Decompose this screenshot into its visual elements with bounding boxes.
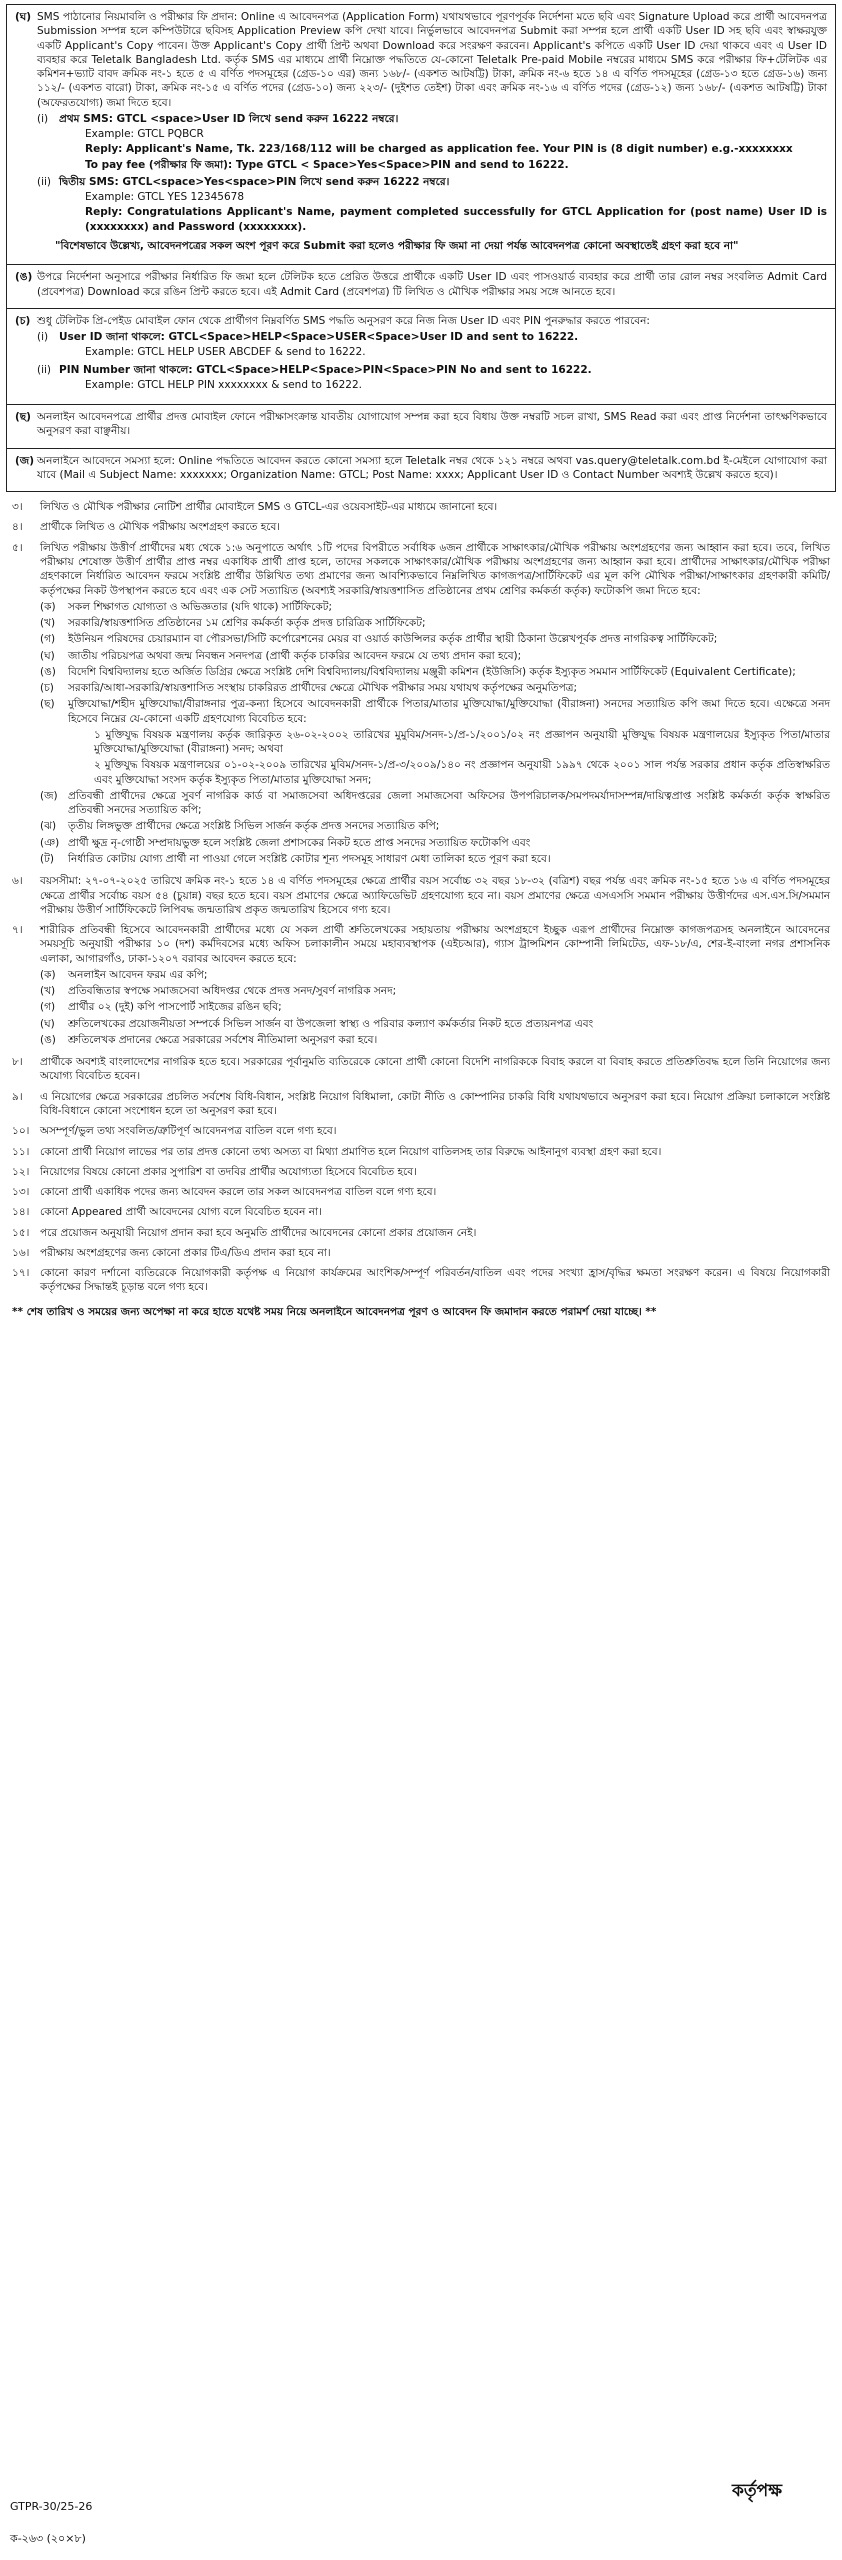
closing-advice: ** শেষ তারিখ ও সময়ের জন্য অপেক্ষা না করে হাতে যথেষ্ট সময় নিয়ে অনলাইনে আবেদনপত্র পূরণ ও আবেদন ফি জমাদান করতে পরামর্শ দেয়া যাচ্ছে। ** — [12, 1305, 657, 1318]
list-item: (জ) প্রতিবন্ধী প্রার্থীদের ক্ষেত্রে সুবর্ণ নাগরিক কার্ড বা সমাজসেবা অধিদপ্তরের জেলা সমাজসেবা অফিসের উপপরিচালক/সমপদমর্যাদাসম্পন্ন/দায়িত্বপ্রাপ্ত সংশ্লিষ্ট কর্মকর্তা কর্তৃক স্বাক্ষরিত প্রতিবন্ধী সনদের সত্যায়িত কপি; — [40, 789, 830, 817]
list-item: (ছ) মুক্তিযোদ্ধা/শহীদ মুক্তিযোদ্ধা/বীরাঙ্গনার পুত্র-কন্যা হিসেবে আবেদনকারী প্রার্থীকে পিতার/মাতার মুক্তিযোদ্ধা/মুক্তিযোদ্ধা (বীরাঙ্গনা) সনদের সত্যায়িত কপি জমা দিতে হবে। এক্ষেত্রে সনদ হিসেবে নিম্নের যে-কোনো একটি গ্রহণযোগ্য বিবেচিত হবে: — [40, 698, 830, 725]
list-item: (ঙ) শ্রুতিলেখক প্রদানের ক্ষেত্রে সরকারের সর্বশেষ নীতিমালা অনুসরণ করা হবে। — [40, 1033, 378, 1046]
item-number: (ঘ) — [15, 11, 32, 23]
item-chha: (ছ) অনলাইন আবেদনপত্রে প্রার্থীর প্রদত্ত মোবাইল ফোনে পরীক্ষাসংক্রান্ত যাবতীয় যোগাযোগ সম্পন্ন করা হবে বিধায় উক্ত নম্বরটি সচল রাখা, SMS Read করা এবং প্রাপ্ত নির্দেশনা তাৎক্ষণিকভাবে অনুসরণ করা বাঞ্ছনীয়। — [15, 411, 827, 438]
sms-first: (i) প্রথম SMS: GTCL <space>User ID লিখে send করুন 16222 নম্বরে। Example: GTCL PQBCR Reply: Applicant's Name, Tk. 223/168/112 will be charged as application fee. Your PIN is (8 digit number) e.g.-xxxxxxxx To pay fee (পরীক্ষার ফি জমা): Type GTCL < Space>Yes<Space>PIN and send to 16222. — [37, 112, 793, 171]
list-item: (ক) সকল শিক্ষাগত যোগ্যতা ও অভিজ্ঞতার (যদি থাকে) সার্টিফিকেট; — [40, 600, 332, 613]
item-13: ১৩। কোনো প্রার্থী একাধিক পদের জন্য আবেদন করলে তার সকল আবেদনপত্র বাতিল বলে গণ্য হবে। — [12, 1186, 437, 1199]
item-14: ১৪। কোনো Appeared প্রার্থী আবেদনের যোগ্য বলে বিবেচিত হবেন না। — [12, 1206, 322, 1219]
list-item: (ক) অনলাইন আবেদন ফরম এর কপি; — [40, 968, 208, 981]
recovery-pin: (ii) PIN Number জানা থাকলে: GTCL<Space>HELP<Space>PIN<Space>PIN No and sent to 16222. Example: GTCL HELP PIN xxxxxxxx & send to 16222. — [37, 363, 592, 391]
item-12: ১২। নিয়োগের বিষয়ে কোনো প্রকার সুপারিশ বা তদবির প্রার্থীর অযোগ্যতা হিসেবে বিবেচিত হবে। — [12, 1165, 417, 1178]
list-item: (গ) প্রার্থীর ০২ (দুই) কপি পাসপোর্ট সাইজের রঙিন ছবি; — [40, 1001, 282, 1014]
item-text: অনলাইনে আবেদনে সমস্যা হলে: Online পদ্ধতিতে আবেদন করতে কোনো সমস্যা হলে Teletalk নম্বর থেকে ১২১ নম্বরে অথবা vas.query@teletalk.com.bd ই-মেইলে যোগাযোগ করা যাবে (Mail এ Subject Name: xxxxxxx; Organization Name: GTCL; Post Name: xxxx; Applicant User ID ও Contact Number অবশ্যই উল্লেখ করতে হবে)। — [37, 454, 827, 481]
sms-instructions-box — [6, 4, 836, 265]
fee-warning: "বিশেষভাবে উল্লেখ্য, আবেদনপত্রের সকল অংশ পূরণ করে Submit করা হলেও পরীক্ষার ফি জমা না দেয়া পর্যন্ত আবেদনপত্র কোনো অবস্থাতেই গ্রহণ করা হবে না" — [55, 239, 739, 252]
item-9: ৯। এ নিয়োগের ক্ষেত্রে সরকারের প্রচলিত সর্বশেষ বিধি-বিধান, সংশ্লিষ্ট নিয়োগ বিধিমালা, কোটা নীতি ও কোম্পানির চাকরি বিধি যথাযথভাবে অনুসরণ করা হবে। নিয়োগ প্রক্রিয়া চলাকালে সংশ্লিষ্ট বিধি-বিধানে কোনো সংশোধন হলে তা অনুসরণ করা হবে। — [12, 1090, 830, 1117]
list-item: (ঙ) বিদেশি বিশ্ববিদ্যালয় হতে অর্জিত ডিগ্রির ক্ষেত্রে সংশ্লিষ্ট দেশি বিশ্ববিদ্যালয়/বিশ্ববিদ্যালয় মঞ্জুরী কমিশন (ইউজিসি) কর্তৃক ইস্যুকৃত সমমান সার্টিফিকেট (Equivalent Certificate); — [40, 665, 796, 678]
item-text: উপরে নির্দেশনা অনুসারে পরীক্ষার নির্ধারিত ফি জমা হলে টেলিটক হতে প্রেরিত উত্তরে প্রার্থীকে একটি User ID এবং পাসওয়ার্ড ব্যবহার করে প্রার্থী তার রোল নম্বর সংবলিত Admit Card (প্রবেশপত্র) Download করে রঙিন প্রিন্ট করতে হবে। এই Admit Card (প্রবেশপত্র) টি লিখিত ও মৌখিক পরীক্ষার সময় সঙ্গে আনতে হবে। — [37, 271, 827, 298]
recovery-userid: (i) User ID জানা থাকলে: GTCL<Space>HELP<Space>USER<Space>User ID and sent to 16222. Example: GTCL HELP USER ABCDEF & send to 16222. — [37, 331, 579, 359]
item-cha: (চ) শুধু টেলিটক প্রি-পেইড মোবাইল ফোন থেকে প্রার্থীগণ নিম্নবর্ণিত SMS পদ্ধতি অনুসরণ করে নিজ নিজ User ID এবং PIN পুনরুদ্ধার করতে পারবেন: (i) User ID জানা থাকলে: GTCL<Space>HELP<Space>USER<Space>User ID and sent to 16222. Example: GTCL HELP USER ABCDEF & send to 16222. (ii) PIN Number জানা থাকলে: GTCL<Space>HELP<Space>PIN<Space>PIN No and sent to 16222. Example: GTCL HELP PIN xxxxxxxx & send to 16222. — [15, 314, 827, 395]
item-uma: (ঙ) উপরে নির্দেশনা অনুসারে পরীক্ষার নির্ধারিত ফি জমা হলে টেলিটক হতে প্রেরিত উত্তরে প্রার্থীকে একটি User ID এবং পাসওয়ার্ড ব্যবহার করে প্রার্থী তার রোল নম্বর সংবলিত Admit Card (প্রবেশপত্র) Download করে রঙিন প্রিন্ট করতে হবে। এই Admit Card (প্রবেশপত্র) টি লিখিত ও মৌখিক পরীক্ষার সময় সঙ্গে আনতে হবে। — [15, 271, 827, 298]
item-3: ৩। লিখিত ও মৌখিক পরীক্ষার নোটিশ প্রার্থীর মোবাইলে SMS ও GTCL-এর ওয়েবসাইট-এর মাধ্যমে জানানো হবে। — [12, 501, 498, 514]
list-item: (ট) নির্ধারিত কোটায় যোগ্য প্রার্থী না পাওয়া গেলে সংশ্লিষ্ট কোটার শূন্য পদসমূহ সাধারণ মেধা তালিকা হতে পূরণ করা হবে। — [40, 853, 551, 866]
item-ja: (জ) অনলাইনে আবেদনে সমস্যা হলে: Online পদ্ধতিতে আবেদন করতে কোনো সমস্যা হলে Teletalk নম্বর থেকে ১২১ নম্বরে অথবা vas.query@teletalk.com.bd ই-মেইলে যোগাযোগ করা যাবে (Mail এ Subject Name: xxxxxxx; Organization Name: GTCL; Post Name: xxxx; Applicant User ID ও Contact Number অবশ্যই উল্লেখ করতে হবে)। — [15, 454, 827, 481]
item-gha — [15, 10, 827, 255]
list-item: ২ মুক্তিযুদ্ধ বিষয়ক মন্ত্রণালয়ের ০১-০২-২০০৯ তারিখের মুবিম/সনদ-১/প্র-৩/২০০৯/১৪০ নং প্রজ্ঞাপন অনুযায়ী ১৯৯৭ থেকে ২০০১ সাল পর্যন্ত সরকার প্রধান কর্তৃক প্রতিস্বাক্ষরিত এবং মুক্তিযোদ্ধা সংসদ কর্তৃক ইস্যুকৃত পিতা/মাতার মুক্তিযোদ্ধা সনদ; — [94, 759, 830, 786]
item-17: ১৭। কোনো কারণ দর্শানো ব্যতিরেকে নিয়োগকারী কর্তৃপক্ষ এ নিয়োগ কার্যক্রমের আংশিক/সম্পূর্ণ পরিবর্তন/বাতিল এবং পদের সংখ্যা হ্রাস/বৃদ্ধির ক্ষমতা সংরক্ষণ করেন। এ বিষয়ে নিয়োগকারী কর্তৃপক্ষের সিদ্ধান্তই চূড়ান্ত বলে গণ্য হবে। — [12, 1267, 830, 1294]
item-6: ৬। বয়সসীমা: ২৭-০৭-২০২৫ তারিখে ক্রমিক নং-১ হতে ১৪ এ বর্ণিত পদসমূহের ক্ষেত্রে প্রার্থীর বয়স সর্বোচ্চ ৩২ বছর ১৮-৩২ (বত্রিশ) বছর পর্যন্ত এবং ক্রমিক নং-১৫ হতে ১৬ এ বর্ণিত পদসমূহের ক্ষেত্রে প্রার্থীর সর্বোচ্চ বয়স ৫৪ (চুয়ান্ন) বছর হতে হবে। বয়স প্রমাণের ক্ষেত্রে অ্যাফিডেভিট গ্রহণযোগ্য হবে না। বয়স প্রমাণের ক্ষেত্রে এসএসসি সমমান পরীক্ষায় উত্তীর্ণদের এস.এস.সি/সমমান পরীক্ষায় উত্তীর্ণ সার্টিফিকেটে লিপিবদ্ধ জন্মতারিখ প্রকৃত জন্মতারিখ হিসেবে গণ্য হবে। — [12, 875, 830, 916]
item-7: ৭। শারীরিক প্রতিবন্ধী হিসেবে আবেদনকারী প্রার্থীদের মধ্যে যে সকল প্রার্থী শ্রুতিলেখকের সহায়তায় পরীক্ষায় অংশগ্রহণে ইচ্ছুক এরূপ প্রার্থীদের নিম্নোক্ত কাগজপত্রসহ অনলাইনে আবেদনের সময়সূচি অনুযায়ী পরীক্ষার ১০ (দশ) কর্মদিবসের মধ্যে অফিস চলাকালীন সময়ে মহাব্যবস্থাপক (এইচআর), গ্যাস ট্রান্সমিশন কোম্পানী লিমিটেড, এফ-১৮/এ, শের-ই-বাংলা নগর প্রশাসনিক এলাকা, আগারগাঁও, ঢাকা-১২০৭ বরাবর আবেদন করতে হবে: (ক) অনলাইন আবেদন ফরম এর কপি; (খ) প্রতিবন্ধিতার স্বপক্ষে সমাজসেবা অধিদপ্তর থেকে প্রদত্ত সনদ/সুবর্ণ নাগরিক সনদ; (গ) প্রার্থীর ০২ (দুই) কপি পাসপোর্ট সাইজের রঙিন ছবি; (ঘ) শ্রুতিলেখকের প্রয়োজনীয়তা সম্পর্কে সিভিল সার্জন বা উপজেলা স্বাস্থ্য ও পরিবার কল্যাণ কর্মকর্তার নিকট হতে প্রত্যয়নপত্র এবং (ঙ) শ্রুতিলেখক প্রদানের ক্ষেত্রে সরকারের সর্বশেষ নীতিমালা অনুসরণ করা হবে। — [12, 924, 830, 1046]
recovery-box — [6, 309, 836, 405]
item-text: SMS পাঠানোর নিয়মাবলি ও পরীক্ষার ফি প্রদান: Online এ আবেদনপত্র (Application Form) যথাযথভাবে পূরণপূর্বক নির্দেশনা মতে ছবি এবং Signature Upload করে প্রার্থী আবেদনপত্র Submission সম্পন্ন হলে কম্পিউটারে ছবিসহ Application Preview কপি দেখা যাবে। নির্ভুলভাবে আবেদনপত্র Submit করা সম্পন্ন হলে প্রার্থী একটি User ID সহ ছবি এবং স্বাক্ষরযুক্ত একটি Applicant's Copy পাবেন। উক্ত Applicant's Copy প্রার্থী প্রিন্ট অথবা Download করে সংরক্ষণ করবেন। Applicant's কপিতে একটি User ID দেয়া থাকবে এবং এ User ID ব্যবহার করে Teletalk Bangladesh Ltd. কর্তৃক SMS এর মাধ্যমে প্রার্থী নিম্নোক্ত পদ্ধতিতে যে-কোনো Teletalk Pre-paid Mobile নম্বরের মাধ্যমে SMS করে পরীক্ষার ফি+টেলিটক এর কমিশন+ভ্যাট বাবদ ক্রমিক নং-১ হতে ৫ এ বর্ণিত পদসমূহের (গ্রেড-১০ এর) জন্য ১৬৮/- (একশত আটষট্টি) টাকা, ক্রমিক নং-৬ হতে ১৪ এ বর্ণিত পদসমূহের (গ্রেড-১৩ হতে গ্রেড-১৬) জন্য ১১২/- (একশত বারো) টাকা, ক্রমিক নং-১৫ এ বর্ণিত পদের (গ্রেড-১০) জন্য ২২৩/- (দুইশত তেইশ) টাকা এবং ক্রমিক নং-১৬ এ বর্ণিত পদের (গ্রেড-১২) জন্য ১৬৮/- (একশত আটষট্টি) টাকা (অফেরতযোগ্য) জমা দিতে হবে। — [37, 11, 827, 109]
admit-card-box — [6, 265, 836, 309]
list-item: (ঘ) শ্রুতিলেখকের প্রয়োজনীয়তা সম্পর্কে সিভিল সার্জন বা উপজেলা স্বাস্থ্য ও পরিবার কল্যাণ কর্মকর্তার নিকট হতে প্রত্যয়নপত্র এবং — [40, 1017, 594, 1030]
numbered-items — [6, 492, 836, 1319]
list-item: (চ) সরকারি/আধা-সরকারি/স্বায়ত্তশাসিত সংস্থায় চাকরিরত প্রার্থীদের ক্ষেত্রে মৌখিক পরীক্ষার সময় যথাযথ কর্তৃপক্ষের অনুমতিপত্র; — [40, 682, 577, 695]
item-text: শুধু টেলিটক প্রি-পেইড মোবাইল ফোন থেকে প্রার্থীগণ নিম্নবর্ণিত SMS পদ্ধতি অনুসরণ করে নিজ নিজ User ID এবং PIN পুনরুদ্ধার করতে পারবেন: — [37, 314, 650, 327]
list-item: (খ) সরকারি/স্বায়ত্তশাসিত প্রতিষ্ঠানের ১ম শ্রেণির কর্মকর্তা কর্তৃক প্রদত্ত চারিত্রিক সার্টিফিকেট; — [40, 617, 426, 630]
item-8: ৮। প্রার্থীকে অবশ্যই বাংলাদেশের নাগরিক হতে হবে। সরকারের পূর্বানুমতি ব্যতিরেকে কোনো প্রার্থী কোনো বিদেশি নাগরিককে বিবাহ করলে বা বিবাহ করতে প্রতিশ্রুতিবদ্ধ হলে তিনি নিয়োগের জন্য অযোগ্য বিবেচিত হবেন। — [12, 1056, 830, 1083]
mobile-notice-box — [6, 405, 836, 449]
item-4: ৪। প্রার্থীকে লিখিত ও মৌখিক পরীক্ষায় অংশগ্রহণ করতে হবে। — [12, 521, 281, 534]
item-text: অনলাইন আবেদনপত্রে প্রার্থীর প্রদত্ত মোবাইল ফোনে পরীক্ষাসংক্রান্ত যাবতীয় যোগাযোগ সম্পন্ন করা হবে বিধায় উক্ত নম্বরটি সচল রাখা, SMS Read করা এবং প্রাপ্ত নির্দেশনা তাৎক্ষণিকভাবে অনুসরণ করা বাঞ্ছনীয়। — [37, 411, 827, 438]
print-code: ক-২৬৩ (২০×৮) — [10, 2532, 86, 2545]
item-10: ১০। অসম্পূর্ণ/ভুল তথ্য সংবলিত/ত্রুটিপূর্ণ আবেদনপত্র বাতিল বলে গণ্য হবে। — [12, 1125, 337, 1138]
list-item: (খ) প্রতিবন্ধিতার স্বপক্ষে সমাজসেবা অধিদপ্তর থেকে প্রদত্ত সনদ/সুবর্ণ নাগরিক সনদ; — [40, 985, 397, 998]
list-item: ১ মুক্তিযুদ্ধ বিষয়ক মন্ত্রণালয় কর্তৃক জারিকৃত ২৬-০২-২০০২ তারিখের মুমুবিম/সনদ-১/প্র-১/২০০১/০২ নং প্রজ্ঞাপন অনুযায়ী মুক্তিযুদ্ধ বিষয়ক মন্ত্রণালয়ের ইস্যুকৃত পিতা/মাতার মুক্তিযোদ্ধা/মুক্তিযোদ্ধা (বীরাঙ্গনা) সনদ; অথবা — [94, 728, 830, 756]
list-item: (ঞ) প্রার্থী ক্ষুদ্র নৃ-গোষ্ঠী সম্প্রদায়ভুক্ত হলে সংশ্লিষ্ট জেলা প্রশাসকের নিকট হতে প্রাপ্ত সনদের সত্যায়িত ফটোকপি এবং — [40, 836, 531, 849]
reference-code: GTPR-30/25-26 — [10, 2500, 93, 2513]
sms-second: (ii) দ্বিতীয় SMS: GTCL<space>Yes<space>PIN লিখে send করুন 16222 নম্বরে। Example: GTCL YES 12345678 Reply: Congratulations Applicant's Name, payment completed successfully for GTCL Application for (post name) User ID is (xxxxxxxx) and Password (xxxxxxxx). — [37, 175, 827, 233]
item-5: ৫। লিখিত পরীক্ষায় উত্তীর্ণ প্রার্থীদের মধ্য থেকে ১:৬ অনুপাতে অর্থাৎ ১টি পদের বিপরীতে সর্বাধিক ৬জন প্রার্থীকে সাক্ষাৎকার/মৌখিক পরীক্ষায় অংশগ্রহণের জন্য আহ্বান করা হবে। তবে, লিখিত পরীক্ষায় শেষোক্ত উত্তীর্ণ প্রার্থীর প্রাপ্ত নম্বর একাধিক প্রার্থী প্রাপ্ত হলে, তাদের সকলকে সাক্ষাৎকার/মৌখিক পরীক্ষায় অংশগ্রহণের জন্য আহ্বান করা হবে। প্রার্থীদের সাক্ষাৎকার/মৌখিক পরীক্ষা গ্রহণকালে নির্ধারিত আবেদন ফরমে সংশ্লিষ্ট প্রার্থীর উল্লিখিত তথ্য প্রমাণের জন্য আবশ্যিকভাবে নিম্নলিখিত কাগজপত্র/সার্টিফিকেট এর মূল কপি মৌখিক পরীক্ষা/সাক্ষাৎকার গ্রহণকারী কমিটি/কর্তৃপক্ষের নিকট উপস্থাপন করতে হবে এবং এক সেট সত্যায়িত (অবশ্যই সরকারি/স্বায়ত্তশাসিত প্রতিষ্ঠানের প্রথম শ্রেণির কর্মকর্তা কর্তৃক) ফটোকপি জমা দিতে হবে: (ক) সকল শিক্ষাগত যোগ্যতা ও অভিজ্ঞতার (যদি থাকে) সার্টিফিকেট; (খ) সরকারি/স্বায়ত্তশাসিত প্রতিষ্ঠানের ১ম শ্রেণির কর্মকর্তা কর্তৃক প্রদত্ত চারিত্রিক সার্টিফিকেট; (গ) ইউনিয়ন পরিষদের চেয়ারম্যান বা পৌরসভা/সিটি কর্পোরেশনের মেয়র বা ওয়ার্ড কাউন্সিলর কর্তৃক প্রার্থীর স্থায়ী ঠিকানা উল্লেখপূর্বক প্রদত্ত নাগরিকত্ব সার্টিফিকেট; (ঘ) জাতীয় পরিচয়পত্র অথবা জন্ম নিবন্ধন সনদপত্র (প্রার্থী কর্তৃক চাকরির আবেদন ফরমে যে তথ্য প্রদান করা হবে); (ঙ) বিদেশি বিশ্ববিদ্যালয় হতে অর্জিত ডিগ্রির ক্ষেত্রে সংশ্লিষ্ট দেশি বিশ্ববিদ্যালয়/বিশ্ববিদ্যালয় মঞ্জুরী কমিশন (ইউজিসি) কর্তৃক ইস্যুকৃত সমমান সার্টিফিকেট (Equivalent Certificate); (চ) সরকারি/আধা-সরকারি/স্বায়ত্তশাসিত সংস্থায় চাকরিরত প্রার্থীদের ক্ষেত্রে মৌখিক পরীক্ষার সময় যথাযথ কর্তৃপক্ষের অনুমতিপত্র; (ছ) মুক্তিযোদ্ধা/শহীদ মুক্তিযোদ্ধা/বীরাঙ্গনার পুত্র-কন্যা হিসেবে আবেদনকারী প্রার্থীকে পিতার/মাতার মুক্তিযোদ্ধা/মুক্তিযোদ্ধা (বীরাঙ্গনা) সনদের সত্যায়িত কপি জমা দিতে হবে। এক্ষেত্রে সনদ হিসেবে নিম্নের যে-কোনো একটি গ্রহণযোগ্য বিবেচিত হবে: ১ মুক্তিযুদ্ধ বিষয়ক মন্ত্রণালয় কর্তৃক জারিকৃত ২৬-০২-২০০২ তারিখের মুমুবিম/সনদ-১/প্র-১/২০০১/০২ নং প্রজ্ঞাপন অনুযায়ী মুক্তিযুদ্ধ বিষয়ক মন্ত্রণালয়ের ইস্যুকৃত পিতা/মাতার মুক্তিযোদ্ধা/মুক্তিযোদ্ধা (বীরাঙ্গনা) সনদ; অথবা ২ মুক্তিযুদ্ধ বিষয়ক মন্ত্রণালয়ের ০১-০২-২০০৯ তারিখের মুবিম/সনদ-১/প্র-৩/২০০৯/১৪০ নং প্রজ্ঞাপন অনুযায়ী ১৯৯৭ থেকে ২০০১ সাল পর্যন্ত সরকার প্রধান কর্তৃক প্রতিস্বাক্ষরিত এবং মুক্তিযোদ্ধা সংসদ কর্তৃক ইস্যুকৃত পিতা/মাতার মুক্তিযোদ্ধা সনদ; (জ) প্রতিবন্ধী প্রার্থীদের ক্ষেত্রে সুবর্ণ নাগরিক কার্ড বা সমাজসেবা অধিদপ্তরের জেলা সমাজসেবা অফিসের উপপরিচালক/সমপদমর্যাদাসম্পন্ন/দায়িত্বপ্রাপ্ত সংশ্লিষ্ট কর্মকর্তা কর্তৃক স্বাক্ষরিত প্রতিবন্ধী সনদের সত্যায়িত কপি; (ঝ) তৃতীয় লিঙ্গভুক্ত প্রার্থীদের ক্ষেত্রে সংশ্লিষ্ট সিভিল সার্জন কর্তৃক প্রদত্ত সনদের সত্যায়িত কপি; (ঞ) প্রার্থী ক্ষুদ্র নৃ-গোষ্ঠী সম্প্রদায়ভুক্ত হলে সংশ্লিষ্ট জেলা প্রশাসকের নিকট হতে প্রাপ্ত সনদের সত্যায়িত ফটোকপি এবং (ট) নির্ধারিত কোটায় যোগ্য প্রার্থী না পাওয়া গেলে সংশ্লিষ্ট কোটার শূন্য পদসমূহ সাধারণ মেধা তালিকা হতে পূরণ করা হবে। — [12, 541, 830, 866]
list-item: (গ) ইউনিয়ন পরিষদের চেয়ারম্যান বা পৌরসভা/সিটি কর্পোরেশনের মেয়র বা ওয়ার্ড কাউন্সিলর কর্তৃক প্রার্থীর স্থায়ী ঠিকানা উল্লেখপূর্বক প্রদত্ত নাগরিকত্ব সার্টিফিকেট; — [40, 633, 718, 646]
item-15: ১৫। পরে প্রয়োজন অনুযায়ী নিয়োগ প্রদান করা হবে অনুমতি প্রার্থীদের আবেদনের কোনো প্রকার প্রয়োজন নেই। — [12, 1226, 477, 1239]
list-item: (ঝ) তৃতীয় লিঙ্গভুক্ত প্রার্থীদের ক্ষেত্রে সংশ্লিষ্ট সিভিল সার্জন কর্তৃক প্রদত্ত সনদের সত্যায়িত কপি; — [40, 820, 440, 833]
list-item: (ঘ) জাতীয় পরিচয়পত্র অথবা জন্ম নিবন্ধন সনদপত্র (প্রার্থী কর্তৃক চাকরির আবেদন ফরমে যে তথ্য প্রদান করা হবে); — [40, 649, 522, 662]
item-11: ১১। কোনো প্রার্থী নিয়োগ লাভের পর তার প্রদত্ত কোনো তথ্য অসত্য বা মিথ্যা প্রমাণিত হলে নিয়োগ বাতিলসহ তার বিরুদ্ধে আইনানুগ ব্যবস্থা গ্রহণ করা হবে। — [12, 1145, 662, 1158]
item-16: ১৬। পরীক্ষায় অংশগ্রহণের জন্য কোনো প্রকার টিএ/ডিএ প্রদান করা হবে না। — [12, 1246, 331, 1259]
support-box — [6, 449, 836, 493]
authority-signature: কর্তৃপক্ষ — [732, 2481, 782, 2501]
